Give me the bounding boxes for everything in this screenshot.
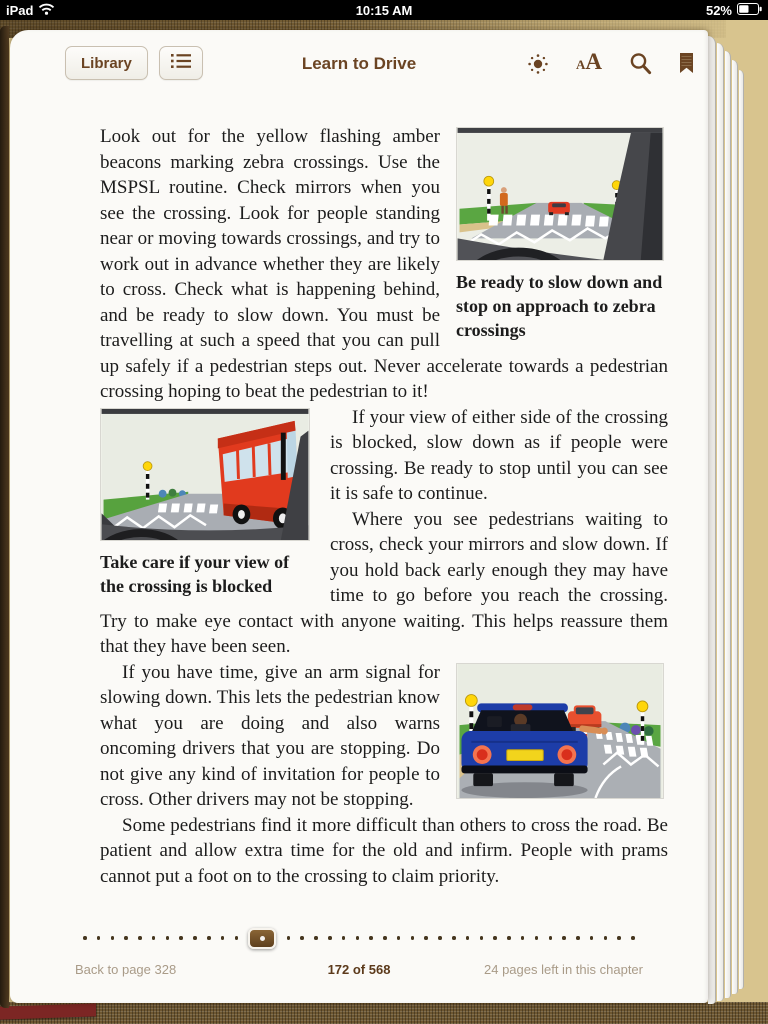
slider-dot[interactable] bbox=[590, 936, 594, 940]
body-paragraph-3: Where you see pedestrians waiting to cross, check your mirrors and slow down. If you hold back early enough they may have time to go before you reach the crossing. Try to make eye contact with anyone waiting. This helps reassure them that they have been seen. bbox=[100, 508, 668, 657]
page-slider[interactable] bbox=[83, 927, 635, 949]
slider-dot[interactable] bbox=[438, 936, 442, 940]
slider-thumb[interactable] bbox=[248, 928, 276, 949]
body-paragraph-1: Look out for the yellow flashing amber beacons marking zebra crossings. Use the MSPSL routine. Check mirrors when you see the crossing. Look for people standing near or moving towards crossings, and try to work out in advance whether they are likely to cross. Check what is happening behind, and be ready to slow down. You must be travelling at such a speed that you can pull up safely if a pedestrian steps out. Never accelerate towards a pedestrian crossing hoping to beat the pedestrian to it! bbox=[100, 126, 668, 402]
arm-signal-illustration bbox=[456, 663, 664, 799]
slider-dot[interactable] bbox=[604, 936, 608, 940]
slider-dot[interactable] bbox=[549, 936, 553, 940]
slider-dot[interactable] bbox=[97, 936, 101, 940]
page-edge bbox=[717, 43, 724, 1001]
slider-dot[interactable] bbox=[424, 936, 428, 940]
battery-icon bbox=[737, 3, 762, 18]
book-title: Learn to Drive bbox=[301, 54, 417, 73]
slider-dot[interactable] bbox=[342, 936, 346, 940]
bookmark-icon[interactable] bbox=[679, 53, 694, 74]
slider-dot[interactable] bbox=[193, 936, 197, 940]
clock: 10:15 AM bbox=[355, 2, 413, 18]
slider-dot[interactable] bbox=[521, 936, 525, 940]
slider-dot[interactable] bbox=[493, 936, 497, 940]
body-paragraph-2: If your view of either side of the crossing is blocked, slow down as if people were crossing. Be ready to stop until you can see it is safe to continue. bbox=[330, 406, 668, 504]
body-paragraph-5: Some pedestrians find it more difficult than others to cross the road. Be patient and allow extra time for the old and infirm. People with prams cannot put a foot on to the crossing to claim priority. bbox=[100, 814, 668, 887]
zebra-crossing-illustration bbox=[456, 127, 664, 261]
slider-dot[interactable] bbox=[138, 936, 142, 940]
slider-dot[interactable] bbox=[83, 936, 87, 940]
brightness-icon[interactable] bbox=[527, 53, 549, 75]
slider-dot[interactable] bbox=[617, 936, 621, 940]
slider-dot[interactable] bbox=[300, 936, 304, 940]
slider-dot[interactable] bbox=[369, 936, 373, 940]
library-button-label: Library bbox=[81, 54, 132, 72]
slider-dot[interactable] bbox=[452, 936, 456, 940]
slider-dot[interactable] bbox=[152, 936, 156, 940]
slider-dot[interactable] bbox=[397, 936, 401, 940]
book-left-cover bbox=[0, 26, 9, 1008]
battery-percent: 52% bbox=[705, 2, 732, 18]
figure-arm-signal-view bbox=[456, 663, 668, 799]
slider-dot[interactable] bbox=[480, 936, 484, 940]
library-button[interactable] bbox=[65, 46, 148, 80]
slider-dot[interactable] bbox=[111, 936, 115, 940]
slider-dot[interactable] bbox=[576, 936, 580, 940]
book-page bbox=[10, 30, 708, 1003]
back-to-page-link[interactable]: Back to page 328 bbox=[75, 962, 177, 977]
figure-bus-blocking-view bbox=[100, 408, 314, 598]
page-content bbox=[100, 124, 668, 889]
slider-dot[interactable] bbox=[466, 936, 470, 940]
slider-dot[interactable] bbox=[207, 936, 211, 940]
bus-blocking-illustration bbox=[100, 408, 310, 541]
status-bar bbox=[0, 0, 768, 20]
slider-dot[interactable] bbox=[383, 936, 387, 940]
slider-dot[interactable] bbox=[314, 936, 318, 940]
slider-dot[interactable] bbox=[287, 936, 291, 940]
slider-dot[interactable] bbox=[221, 936, 225, 940]
slider-dot[interactable] bbox=[535, 936, 539, 940]
table-of-contents-button[interactable] bbox=[159, 46, 203, 80]
figure-zebra-crossing-view bbox=[456, 127, 668, 342]
slider-dot[interactable] bbox=[166, 936, 170, 940]
toolbar bbox=[10, 30, 708, 100]
page-edge bbox=[708, 36, 716, 1004]
search-icon[interactable] bbox=[629, 52, 652, 75]
page-edge bbox=[732, 60, 738, 994]
font-size-icon[interactable]: A A bbox=[575, 49, 602, 74]
slider-dot[interactable] bbox=[235, 936, 239, 940]
figure-caption: Be ready to slow down and stop on approach to zebra crossings bbox=[456, 272, 663, 340]
slider-dot[interactable] bbox=[356, 936, 360, 940]
pager bbox=[10, 927, 708, 977]
figure-caption: Take care if your view of the crossing is blocked bbox=[100, 551, 290, 596]
page-edge bbox=[739, 70, 744, 989]
slider-dot[interactable] bbox=[179, 936, 183, 940]
slider-dot[interactable] bbox=[631, 936, 635, 940]
page-position-label: 172 of 568 bbox=[327, 962, 391, 977]
slider-dot[interactable] bbox=[562, 936, 566, 940]
body-paragraph-4: If you have time, give an arm signal for slowing down. This lets the pedestrian know what you are doing and also warns oncoming drivers that you are stopping. Do not give any kind of invitation for people to cross. Other drivers may not be stopping. bbox=[100, 661, 440, 810]
pages-left-label: 24 pages left in this chapter bbox=[484, 962, 643, 977]
slider-dot[interactable] bbox=[124, 936, 128, 940]
page-edge bbox=[725, 51, 731, 998]
slider-dot[interactable] bbox=[411, 936, 415, 940]
toc-icon bbox=[171, 53, 191, 73]
slider-dot[interactable] bbox=[328, 936, 332, 940]
wifi-icon bbox=[38, 3, 55, 18]
carrier-label: iPad bbox=[6, 2, 34, 18]
slider-dot[interactable] bbox=[507, 936, 511, 940]
book-spine-bottom bbox=[0, 1002, 768, 1024]
